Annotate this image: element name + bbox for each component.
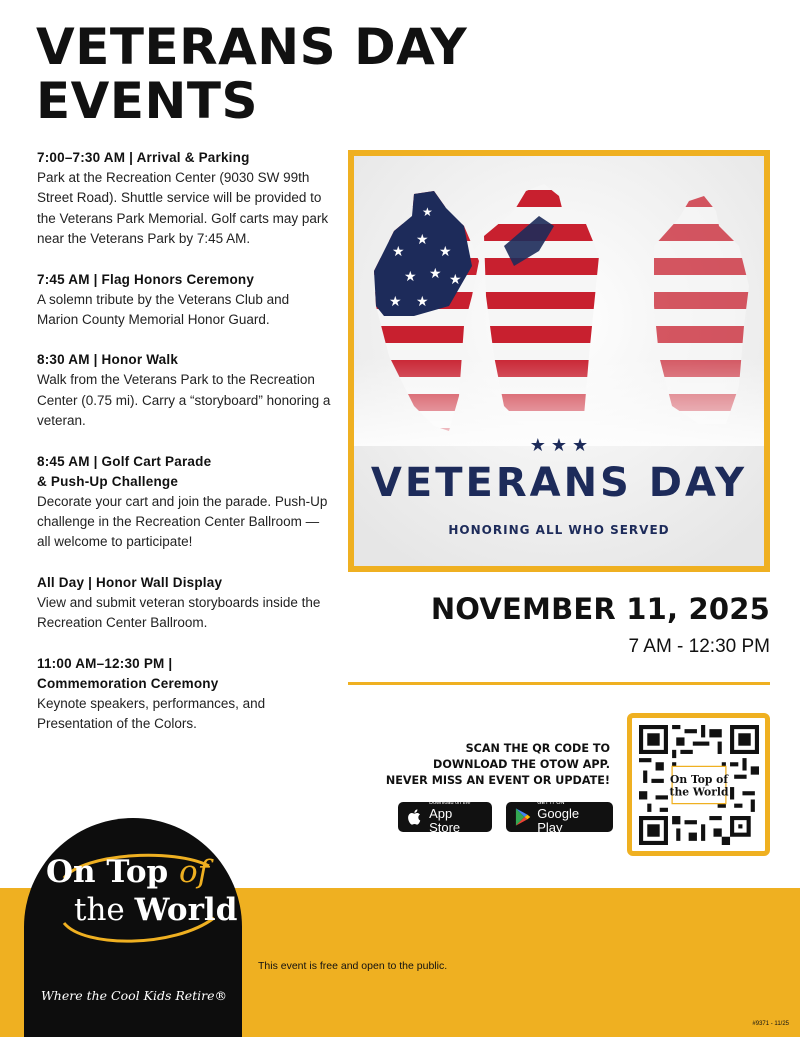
svg-text:★: ★ [389, 293, 402, 309]
schedule-item [37, 270, 333, 331]
heading-line: 8:45 AM | Golf Cart Parade [37, 453, 212, 469]
qr-logo-line-1: On Top of [669, 772, 728, 786]
google-play-button[interactable] [506, 799, 613, 835]
qr-code[interactable] [627, 713, 770, 856]
heading-line: & Push-Up Challenge [37, 473, 179, 489]
svg-text:★: ★ [422, 205, 433, 219]
qr-logo-line-2: the World [669, 784, 728, 798]
poster-subtitle: HONORING ALL WHO SERVED [448, 523, 670, 537]
page-title [36, 20, 496, 128]
schedule-item [37, 452, 333, 553]
schedule-item-description: Walk from the Veterans Park to the Recreation Center (0.75 mi). Carry a “storyboard” honoring a veteran. [37, 372, 331, 429]
svg-text:★: ★ [416, 293, 429, 309]
logo-world: World [134, 892, 238, 928]
page-title-line-1: VETERANS DAY [36, 18, 468, 76]
heading-line: 11:00 AM–12:30 PM | [37, 655, 173, 671]
apple-icon [406, 807, 423, 827]
google-play-small-label: GET IT ON [537, 799, 565, 806]
app-promo-line: SCAN THE QR CODE TO [465, 742, 610, 755]
app-promo-line: NEVER MISS AN EVENT OR UPDATE! [385, 774, 610, 787]
schedule-item [37, 573, 333, 634]
heading-line: 7:45 AM | Flag Honors Ceremony [37, 271, 255, 287]
logo-of: of [179, 854, 210, 890]
svg-text:★: ★ [404, 268, 417, 284]
svg-text:★: ★ [439, 243, 452, 259]
schedule-item-description: Keynote speakers, performances, and Presentation of the Colors. [37, 695, 266, 732]
logo-the: the [74, 892, 125, 928]
schedule-item-description: View and submit veteran storyboards inside the Recreation Center Ballroom. [37, 594, 321, 631]
logo-tagline: Where the Cool Kids Retire® [40, 988, 228, 1003]
logo-on-top: On Top [46, 854, 169, 890]
svg-text:★: ★ [392, 243, 405, 259]
heading-line: All Day | Honor Wall Display [37, 574, 223, 590]
logo-line-2 [74, 892, 237, 928]
schedule-item-description: Decorate your cart and join the parade. Push-Up challenge in the Recreation Center Ballroom — all welcome to participate! [37, 493, 328, 550]
schedule-item-heading [37, 654, 333, 694]
schedule-item [37, 350, 333, 431]
schedule-item [37, 654, 333, 735]
logo-line-1 [46, 854, 226, 890]
on-top-of-the-world-logo [24, 818, 242, 1037]
app-store-button[interactable] [398, 799, 492, 835]
heading-line: 8:30 AM | Honor Walk [37, 352, 179, 368]
poster-stars: ★ ★ ★ [529, 435, 589, 455]
page-title-line-2: EVENTS [36, 72, 258, 130]
qr-code-pattern [639, 725, 759, 845]
veterans-day-poster [348, 150, 770, 572]
svg-text:★: ★ [449, 271, 462, 287]
schedule-item-description: A solemn tribute by the Veterans Club and Marion County Memorial Honor Guard. [37, 291, 290, 328]
app-store-label: App Store [429, 805, 461, 835]
poster-title: VETERANS DAY [370, 460, 748, 506]
schedule-item-description: Park at the Recreation Center (9030 SW 99th Street Road). Shuttle service will be provided to the Veterans Park Memorial. Golf carts may park near the Veterans Park by 7:45 AM. [37, 170, 329, 247]
event-date: NOVEMBER 11, 2025 [430, 592, 770, 626]
schedule-item-heading [37, 573, 333, 593]
google-play-label: Google Play [537, 805, 580, 835]
app-promo-line: DOWNLOAD THE OTOW APP. [433, 758, 610, 771]
heading-line: 7:00–7:30 AM | Arrival & Parking [37, 150, 250, 165]
app-store-small-label: Download on the [429, 799, 471, 806]
event-schedule [37, 148, 333, 755]
schedule-item-heading [37, 270, 333, 290]
schedule-item-heading [37, 148, 333, 168]
google-play-icon [514, 807, 531, 827]
saluting-soldiers-illustration [354, 156, 764, 566]
svg-text:★: ★ [429, 265, 442, 281]
app-promo-text [340, 741, 610, 789]
schedule-item [37, 148, 333, 250]
heading-line: Commemoration Ceremony [37, 675, 219, 691]
document-code: #9371 - 11/25 [752, 1021, 789, 1027]
svg-text:★: ★ [416, 231, 429, 247]
event-time: 7 AM - 12:30 PM [628, 636, 770, 657]
schedule-item-heading [37, 350, 333, 370]
schedule-item-heading [37, 452, 333, 492]
divider [348, 682, 770, 685]
footer-note: This event is free and open to the public. [258, 960, 448, 972]
